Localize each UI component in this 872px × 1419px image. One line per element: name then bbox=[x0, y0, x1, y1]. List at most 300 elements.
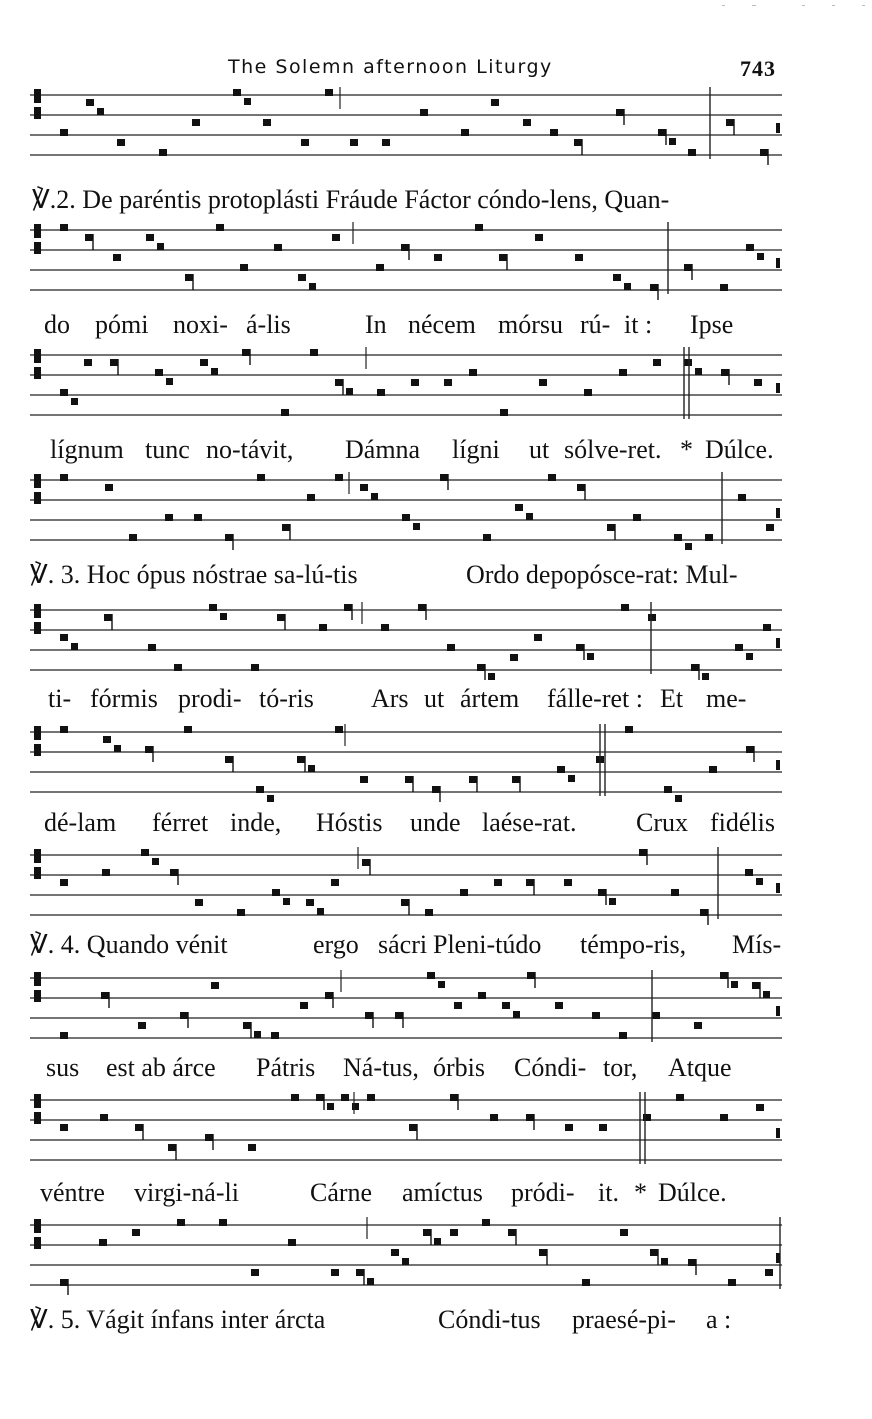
neume bbox=[138, 1022, 146, 1029]
neume bbox=[166, 378, 173, 385]
lyric-line bbox=[0, 930, 872, 970]
neume bbox=[298, 274, 306, 281]
neume bbox=[148, 644, 156, 651]
neume bbox=[306, 899, 314, 906]
lyric-syllable: mórsu bbox=[498, 310, 563, 339]
neume bbox=[513, 1011, 520, 1018]
neume bbox=[271, 1032, 279, 1039]
neume bbox=[102, 869, 110, 876]
neume bbox=[409, 1124, 417, 1131]
neume bbox=[401, 244, 409, 251]
clef bbox=[34, 492, 41, 504]
clef bbox=[34, 367, 41, 379]
neume bbox=[582, 1279, 590, 1286]
neume bbox=[277, 614, 285, 621]
staff bbox=[0, 1217, 872, 1297]
clef bbox=[34, 1112, 41, 1124]
lyric-syllable: prodi- bbox=[178, 684, 242, 713]
neume bbox=[763, 991, 770, 998]
neume bbox=[220, 613, 227, 620]
lyric-syllable: ℣. 5. Vágit ínfans inter árcta bbox=[30, 1305, 326, 1334]
neume bbox=[728, 1279, 736, 1286]
neume bbox=[444, 379, 452, 386]
neume bbox=[557, 766, 565, 773]
neume bbox=[240, 264, 248, 271]
neume bbox=[539, 379, 547, 386]
neume bbox=[490, 1114, 498, 1121]
neume bbox=[360, 776, 368, 783]
lyric-syllable: virgi-ná-li bbox=[134, 1178, 239, 1207]
neume bbox=[460, 889, 468, 896]
neume bbox=[652, 1012, 660, 1019]
neume bbox=[675, 795, 682, 802]
neume bbox=[60, 1032, 68, 1039]
neume bbox=[165, 514, 173, 521]
neume bbox=[60, 129, 68, 136]
neume bbox=[620, 1229, 628, 1236]
neume bbox=[170, 869, 178, 876]
clef bbox=[34, 107, 41, 119]
neume bbox=[60, 726, 68, 733]
neume bbox=[200, 359, 208, 366]
neume bbox=[621, 604, 629, 611]
clef bbox=[34, 726, 41, 740]
lyric-syllable: Ipse bbox=[690, 310, 734, 339]
lyric-syllable: Ordo depopósce-rat: Mul- bbox=[466, 560, 738, 589]
lyric-syllable: est ab árce bbox=[106, 1053, 216, 1082]
lyric-syllable: á-lis bbox=[246, 310, 291, 339]
neume bbox=[598, 889, 606, 896]
neume bbox=[382, 139, 390, 146]
neume bbox=[209, 604, 217, 611]
clef bbox=[34, 349, 41, 363]
lyric-syllable: Et bbox=[660, 684, 684, 713]
neume bbox=[575, 254, 583, 261]
neume bbox=[494, 879, 502, 886]
neume bbox=[391, 1249, 399, 1256]
neume bbox=[482, 1219, 490, 1226]
neume bbox=[405, 776, 413, 783]
neume bbox=[619, 1032, 627, 1039]
neume bbox=[114, 745, 121, 752]
lyric-line bbox=[0, 1053, 872, 1093]
neume bbox=[309, 283, 316, 290]
staff bbox=[0, 347, 872, 427]
neume bbox=[705, 534, 713, 541]
lyric-syllable: noxi- bbox=[173, 310, 228, 339]
neume bbox=[360, 484, 368, 491]
lyric-line bbox=[0, 310, 872, 350]
clef bbox=[34, 972, 41, 986]
neume bbox=[377, 389, 385, 396]
staff bbox=[0, 87, 872, 167]
page-title: The Solemn afternoon Liturgy bbox=[228, 56, 553, 78]
neume bbox=[104, 614, 112, 621]
lyric-syllable: it : bbox=[624, 310, 653, 339]
neume bbox=[650, 1249, 658, 1256]
neume bbox=[527, 972, 535, 979]
neume bbox=[257, 474, 265, 481]
custos bbox=[776, 383, 780, 393]
lyric-syllable: fálle-ret : bbox=[547, 684, 643, 713]
neume bbox=[483, 534, 491, 541]
lyric-syllable: inde, bbox=[230, 808, 282, 837]
neume bbox=[346, 388, 353, 395]
neume bbox=[256, 786, 264, 793]
neume bbox=[550, 129, 558, 136]
neume bbox=[332, 234, 340, 241]
neume bbox=[688, 149, 696, 156]
neume bbox=[526, 513, 533, 520]
neume bbox=[365, 1012, 373, 1019]
lyric-syllable: Atque bbox=[668, 1053, 732, 1082]
neume bbox=[103, 736, 111, 743]
neume bbox=[674, 534, 682, 541]
custos bbox=[776, 1128, 780, 1138]
custos bbox=[776, 638, 780, 648]
neume bbox=[132, 1229, 140, 1236]
lyric-syllable: dé-lam bbox=[44, 808, 117, 837]
lyric-syllable: ergo bbox=[313, 930, 359, 959]
neume bbox=[401, 899, 409, 906]
neume bbox=[709, 766, 717, 773]
neume bbox=[205, 1134, 213, 1141]
neume bbox=[669, 138, 676, 145]
neume bbox=[577, 484, 585, 491]
neume bbox=[661, 1258, 668, 1265]
neume bbox=[609, 898, 616, 905]
lyric-syllable: me- bbox=[706, 684, 747, 713]
lyric-syllable: amíctus bbox=[402, 1178, 483, 1207]
neume bbox=[145, 746, 153, 753]
clef bbox=[34, 242, 41, 254]
neume bbox=[367, 1278, 374, 1285]
lyric-syllable: Crux bbox=[636, 808, 688, 837]
neume bbox=[371, 493, 378, 500]
lyric-syllable: sácri bbox=[378, 930, 428, 959]
neume bbox=[746, 746, 754, 753]
neume bbox=[216, 224, 224, 231]
neume bbox=[475, 224, 483, 231]
neume bbox=[515, 504, 523, 511]
neume bbox=[367, 1094, 375, 1101]
neume bbox=[616, 109, 624, 116]
staff bbox=[0, 970, 872, 1050]
lyric-syllable: ℣. 3. Hoc ópus nóstrae sa-lú-tis bbox=[30, 560, 358, 589]
neume bbox=[177, 1219, 185, 1226]
staff bbox=[0, 1092, 872, 1172]
neume bbox=[335, 474, 343, 481]
neume bbox=[244, 98, 251, 105]
lyric-syllable: nécem bbox=[408, 310, 476, 339]
lyric-line bbox=[0, 435, 872, 475]
neume bbox=[211, 982, 219, 989]
neume bbox=[155, 369, 163, 376]
neume bbox=[110, 359, 118, 366]
lyric-syllable: ártem bbox=[460, 684, 520, 713]
lyric-syllable: lígni bbox=[452, 435, 500, 464]
staff bbox=[0, 724, 872, 804]
neume bbox=[534, 634, 542, 641]
neume bbox=[411, 379, 419, 386]
neume bbox=[263, 119, 271, 126]
clef bbox=[34, 1237, 41, 1249]
lyric-syllable: it. bbox=[598, 1178, 619, 1207]
scan-marks bbox=[712, 0, 872, 12]
neume bbox=[316, 1094, 324, 1101]
neume bbox=[555, 1002, 563, 1009]
lyric-syllable: fidélis bbox=[710, 808, 775, 837]
neume bbox=[746, 244, 754, 251]
neume bbox=[535, 234, 543, 241]
neume bbox=[211, 368, 218, 375]
neume bbox=[721, 369, 729, 376]
neume bbox=[766, 524, 774, 531]
lyric-syllable: Dúlce. bbox=[658, 1178, 727, 1207]
lyric-syllable: férret bbox=[152, 808, 209, 837]
neume bbox=[254, 1031, 261, 1038]
neume bbox=[650, 284, 658, 291]
neume bbox=[282, 524, 290, 531]
lyric-syllable: fórmis bbox=[90, 684, 158, 713]
neume bbox=[434, 1238, 441, 1245]
neume bbox=[362, 859, 370, 866]
neume bbox=[684, 359, 692, 366]
neume bbox=[568, 775, 575, 782]
neume bbox=[685, 543, 692, 550]
neume bbox=[757, 253, 764, 260]
lyric-syllable: lígnum bbox=[50, 435, 124, 464]
lyric-syllable: Hóstis bbox=[316, 808, 383, 837]
neume bbox=[731, 981, 738, 988]
lyric-syllable: ℣. 4. Quando vénit bbox=[30, 930, 228, 959]
neume bbox=[129, 534, 137, 541]
neume bbox=[195, 899, 203, 906]
neume bbox=[695, 368, 702, 375]
neume bbox=[350, 139, 358, 146]
neume bbox=[508, 1229, 516, 1236]
neume bbox=[450, 1094, 458, 1101]
neume bbox=[643, 1114, 651, 1121]
neume bbox=[440, 474, 448, 481]
neume bbox=[237, 909, 245, 916]
neume bbox=[60, 389, 68, 396]
neume bbox=[726, 119, 734, 126]
lyric-line bbox=[0, 1305, 872, 1345]
neume bbox=[327, 1103, 334, 1110]
neume bbox=[184, 726, 192, 733]
lyric-syllable: Ná-tus, bbox=[343, 1053, 419, 1082]
neume bbox=[86, 99, 94, 106]
lyric-syllable: Pleni-túdo bbox=[433, 930, 542, 959]
neume bbox=[159, 149, 167, 156]
neume bbox=[469, 776, 477, 783]
custos bbox=[776, 883, 780, 893]
neume bbox=[317, 908, 324, 915]
neume bbox=[146, 234, 154, 241]
neume bbox=[300, 1002, 308, 1009]
neume bbox=[291, 1094, 299, 1101]
neume bbox=[720, 284, 728, 291]
neume bbox=[765, 1269, 773, 1276]
neume bbox=[307, 494, 315, 501]
neume bbox=[625, 726, 633, 733]
neume bbox=[60, 634, 68, 641]
neume bbox=[325, 89, 333, 96]
custos bbox=[776, 258, 780, 268]
neume bbox=[653, 359, 661, 366]
neume bbox=[760, 149, 768, 156]
neume bbox=[671, 889, 679, 896]
neume bbox=[105, 484, 113, 491]
neume bbox=[174, 664, 182, 671]
neume bbox=[450, 1229, 458, 1236]
neume bbox=[180, 1012, 188, 1019]
neume bbox=[738, 494, 746, 501]
lyric-syllable: Dúlce. bbox=[705, 435, 774, 464]
neume bbox=[639, 849, 647, 856]
custos bbox=[776, 1253, 780, 1263]
clef bbox=[34, 849, 41, 863]
neume bbox=[432, 786, 440, 793]
lyric-line bbox=[0, 185, 872, 225]
neume bbox=[510, 654, 518, 661]
clef bbox=[34, 990, 41, 1002]
neume bbox=[141, 849, 149, 856]
neume bbox=[438, 981, 445, 988]
lyric-syllable: ut bbox=[424, 684, 445, 713]
neume bbox=[100, 1114, 108, 1121]
neume bbox=[735, 644, 743, 651]
neume bbox=[500, 409, 508, 416]
neume bbox=[700, 909, 708, 916]
neume bbox=[381, 624, 389, 631]
neume bbox=[756, 1104, 764, 1111]
neume bbox=[607, 524, 615, 531]
neume bbox=[233, 89, 241, 96]
neume bbox=[135, 1124, 143, 1131]
lyric-syllable: rú- bbox=[580, 310, 611, 339]
neume bbox=[756, 878, 763, 885]
neume bbox=[427, 972, 435, 979]
neume bbox=[194, 514, 202, 521]
neume bbox=[599, 1124, 607, 1131]
lyric-syllable: órbis bbox=[433, 1053, 485, 1082]
neume bbox=[281, 409, 289, 416]
neume bbox=[71, 643, 78, 650]
lyric-syllable: tor, bbox=[603, 1053, 638, 1082]
lyric-syllable: ℣.2. De paréntis protoplásti Fráude Fáctor cóndo-lens, Quan- bbox=[32, 185, 670, 214]
custos bbox=[776, 1006, 780, 1016]
neume bbox=[272, 889, 280, 896]
neume bbox=[344, 604, 352, 611]
neume bbox=[152, 858, 159, 865]
lyric-syllable: pómi bbox=[95, 310, 149, 339]
neume bbox=[461, 129, 469, 136]
neume bbox=[99, 1239, 107, 1246]
neume bbox=[619, 369, 627, 376]
neume bbox=[633, 514, 641, 521]
lyric-syllable: sus bbox=[46, 1053, 80, 1082]
neume bbox=[219, 1219, 227, 1226]
lyric-syllable: a : bbox=[706, 1305, 732, 1334]
neume bbox=[60, 1279, 68, 1286]
neume bbox=[447, 644, 455, 651]
neume bbox=[60, 879, 68, 886]
clef bbox=[34, 224, 41, 238]
neume bbox=[117, 139, 125, 146]
neume bbox=[225, 534, 233, 541]
lyric-syllable: * bbox=[634, 1178, 647, 1207]
custos bbox=[776, 760, 780, 770]
lyric-syllable: ut bbox=[529, 435, 550, 464]
neume bbox=[242, 349, 250, 356]
clef bbox=[34, 622, 41, 634]
neume bbox=[624, 283, 631, 290]
staff bbox=[0, 847, 872, 927]
neume bbox=[251, 1269, 259, 1276]
neume bbox=[168, 1144, 176, 1151]
neume bbox=[754, 379, 762, 386]
neume bbox=[243, 1022, 251, 1029]
neume bbox=[192, 119, 200, 126]
neume bbox=[684, 264, 692, 271]
neume bbox=[310, 349, 318, 356]
neume bbox=[185, 274, 193, 281]
lyric-line bbox=[0, 560, 872, 600]
neume bbox=[763, 624, 771, 631]
neume bbox=[523, 119, 531, 126]
page-number: 743 bbox=[740, 56, 776, 81]
neume bbox=[574, 139, 582, 146]
neume bbox=[283, 898, 290, 905]
neume bbox=[113, 254, 121, 261]
lyric-syllable: véntre bbox=[40, 1178, 105, 1207]
lyric-syllable: In bbox=[365, 310, 387, 339]
neume bbox=[488, 673, 495, 680]
lyric-syllable: tunc bbox=[145, 435, 190, 464]
neume bbox=[613, 274, 621, 281]
neume bbox=[85, 234, 93, 241]
neume bbox=[752, 982, 760, 989]
neume bbox=[60, 224, 68, 231]
neume bbox=[251, 664, 259, 671]
neume bbox=[402, 1258, 409, 1265]
neume bbox=[352, 1103, 359, 1110]
neume bbox=[60, 1124, 68, 1131]
staff bbox=[0, 602, 872, 682]
lyric-syllable: sólve-ret. bbox=[564, 435, 662, 464]
clef bbox=[34, 1094, 41, 1108]
neume bbox=[356, 1269, 364, 1276]
clef bbox=[34, 474, 41, 488]
lyric-syllable: no-távit, bbox=[206, 435, 294, 464]
neume bbox=[308, 765, 315, 772]
neume bbox=[720, 1114, 728, 1121]
neume bbox=[526, 879, 534, 886]
neume bbox=[658, 129, 666, 136]
neume bbox=[325, 992, 333, 999]
neume bbox=[97, 108, 104, 115]
neume bbox=[267, 795, 274, 802]
neume bbox=[288, 1239, 296, 1246]
lyric-syllable: Cárne bbox=[310, 1178, 373, 1207]
neume bbox=[539, 1249, 547, 1256]
lyric-syllable: Pátris bbox=[256, 1053, 316, 1082]
lyric-syllable: praesé-pi- bbox=[572, 1305, 676, 1334]
neume bbox=[584, 389, 592, 396]
staff bbox=[0, 222, 872, 302]
